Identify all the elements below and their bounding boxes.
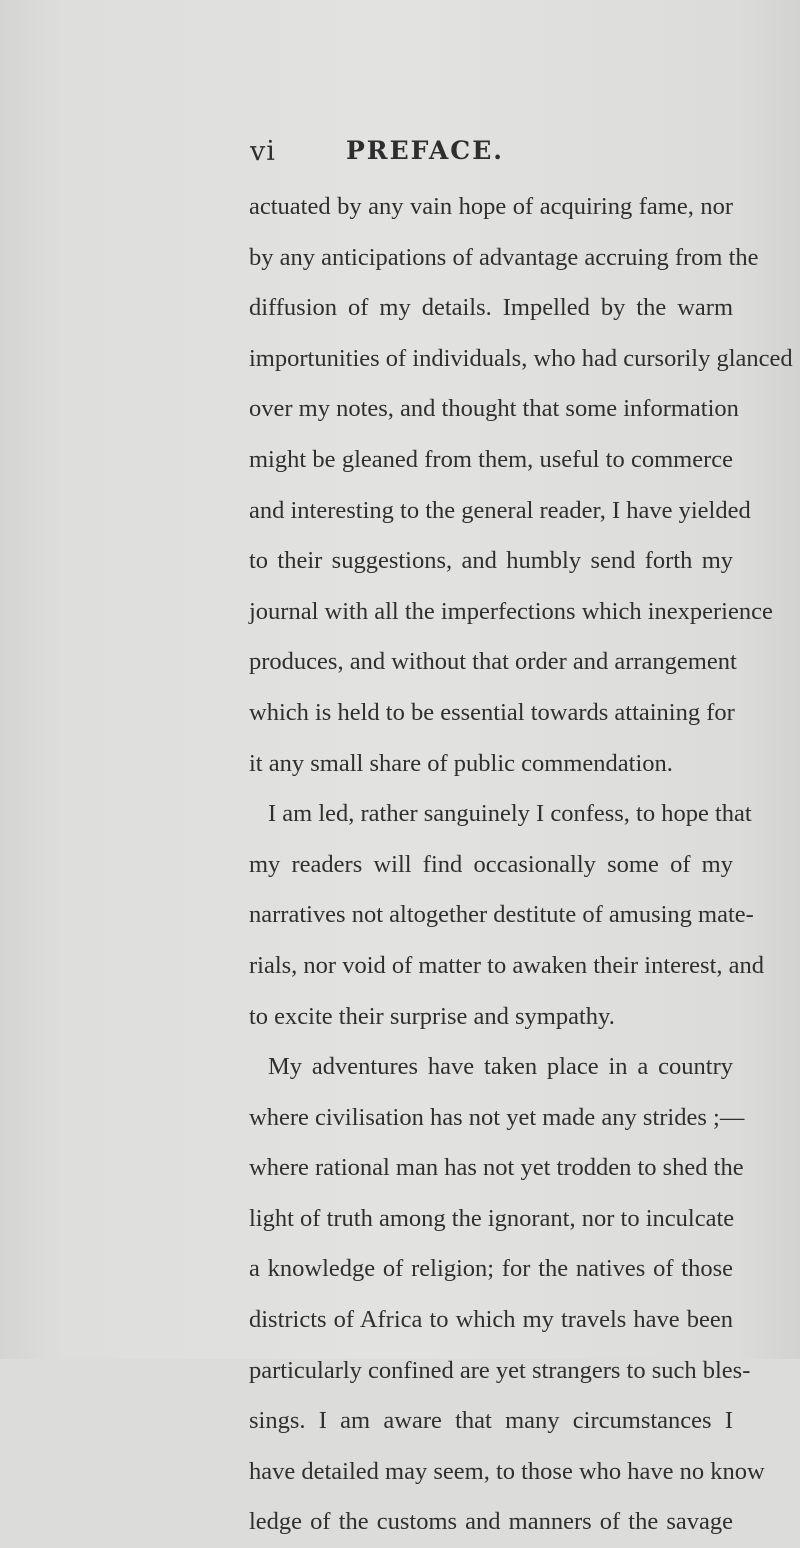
text-line: rials, nor void of matter to awaken their interest, and (249, 951, 765, 979)
text-line: narratives not altogether destitute of amusing mate- (249, 901, 754, 929)
text-line: my readers will find occasionally some of my (249, 850, 733, 878)
text-line: to excite their surprise and sympathy. (249, 1002, 615, 1030)
text-line: it any small share of public commendation. (249, 749, 673, 777)
text-line: over my notes, and thought that some information (249, 395, 739, 423)
text-line: importunities of individuals, who had cursorily glanced (249, 344, 793, 372)
text-line: I am led, rather sanguinely I confess, to hope that (268, 800, 752, 828)
text-line: districts of Africa to which my travels have been (249, 1306, 733, 1334)
text-line: produces, and without that order and arrangement (249, 648, 737, 676)
running-title: PREFACE. (346, 136, 504, 165)
text-line: actuated by any vain hope of acquiring fame, nor (249, 193, 733, 220)
text-line: might be gleaned from them, useful to commerce (249, 445, 733, 473)
text-line: where civilisation has not yet made any strides ;— (249, 1103, 745, 1131)
text-line: a knowledge of religion; for the natives of those (249, 1255, 733, 1283)
text-line: to their suggestions, and humbly send forth my (249, 547, 733, 575)
running-head (0, 136, 800, 176)
body-text (249, 182, 793, 1548)
text-line: sings. I am aware that many circumstances I (249, 1407, 733, 1435)
text-line: have detailed may seem, to those who have no know (249, 1457, 765, 1485)
text-line: ledge of the customs and manners of the savage (249, 1508, 733, 1536)
text-line: journal with all the imperfections which inexperience (249, 597, 773, 625)
text-line: and interesting to the general reader, I have yielded (249, 496, 751, 524)
page-number: vi (250, 136, 276, 167)
text-line: by any anticipations of advantage accruing from the (249, 243, 759, 271)
text-line: light of truth among the ignorant, nor to inculcate (249, 1204, 735, 1232)
text-line: diffusion of my details. Impelled by the warm (249, 294, 733, 322)
text-line: where rational man has not yet trodden to shed the (249, 1154, 744, 1182)
text-line: particularly confined are yet strangers to such bles- (249, 1356, 751, 1384)
text-line: which is held to be essential towards attaining for (249, 698, 735, 726)
text-line: My adventures have taken place in a country (268, 1053, 733, 1081)
